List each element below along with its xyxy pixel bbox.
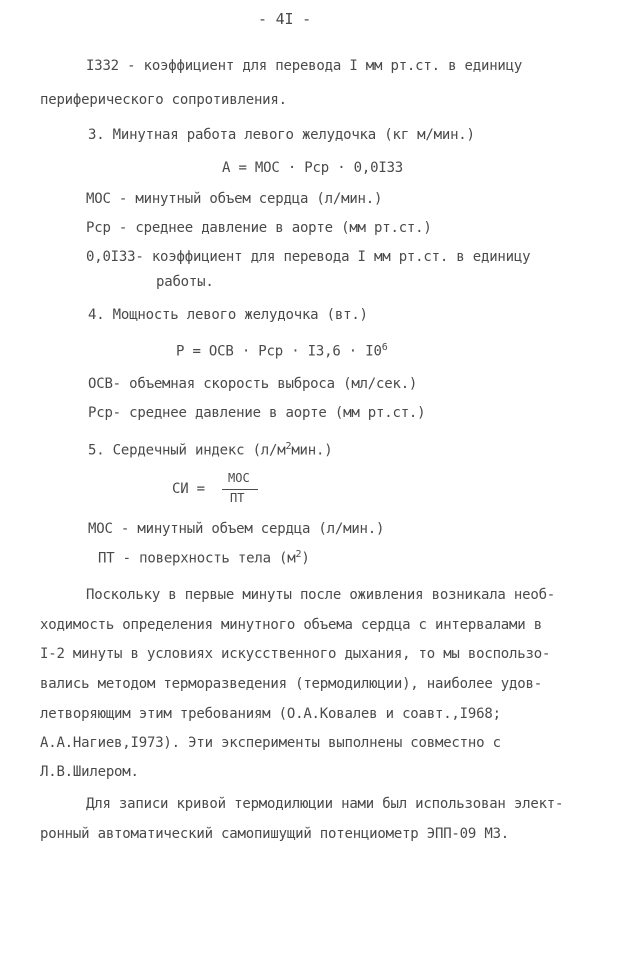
section-4-definition-2: Рср- среднее давление в аорте (мм рт.ст.)	[88, 405, 426, 421]
paragraph-1-line-4: вались методом терморазведения (термодилюции), наиболее удов-	[40, 676, 542, 692]
page-number: - 4I -	[258, 10, 311, 28]
section-4-heading: 4. Мощность левого желудочка (вт.)	[88, 307, 368, 323]
section-3-definition-3a: 0,0I33- коэффициент для перевода I мм рт.ст. в единицу	[86, 249, 531, 265]
coefficient-line-1: I332 - коэффициент для перевода I мм рт.ст. в единицу	[86, 58, 523, 74]
section-5-definition-2-sup: 2	[295, 549, 302, 560]
section-3-definition-3b: работы.	[156, 274, 214, 290]
section-4-formula-body: P = ОСВ · Рср · I3,6 · I0	[176, 343, 382, 360]
section-5-heading-a: 5. Сердечный индекс (л/м	[88, 442, 286, 459]
section-5-heading-sup: 2	[285, 441, 292, 452]
paragraph-1-line-7: Л.В.Шилером.	[40, 764, 139, 780]
coefficient-line-2: периферического сопротивления.	[40, 92, 287, 108]
section-5-definition-2a: ПТ - поверхность тела (м	[98, 550, 296, 567]
section-5-fraction	[222, 469, 342, 509]
section-5-heading	[88, 441, 332, 459]
paragraph-1-line-2: ходимость определения минутного объема сердца с интервалами в	[40, 617, 542, 633]
paragraph-1-line-1: Поскольку в первые минуты после оживления возникала необ-	[86, 587, 556, 603]
paragraph-2-line-1: Для записи кривой термодилюции нами был использован элект-	[86, 796, 564, 812]
section-5-definition-2b: )	[301, 550, 310, 567]
paragraph-2-line-2: ронный автоматический самопишущий потенциометр ЭПП-09 М3.	[40, 826, 510, 842]
paragraph-1-line-6: А.А.Нагиев,I973). Эти эксперименты выполнены совместно с	[40, 735, 501, 751]
fraction-numerator: МОС	[228, 471, 250, 485]
fraction-bar	[222, 489, 258, 490]
paragraph-1-line-5: летворяющим этим требованиям (О.А.Ковалев и соавт.,I968;	[40, 706, 501, 722]
section-3-formula: A = МОС · Рср · 0,0I33	[222, 160, 404, 176]
section-5-formula-left: СИ =	[172, 481, 205, 497]
section-5-definition-2	[98, 549, 310, 567]
section-4-formula-exponent: 6	[381, 342, 388, 353]
section-5-heading-b: мин.)	[291, 442, 333, 459]
fraction-denominator: ПТ	[230, 491, 245, 505]
section-5-definition-1: МОС - минутный объем сердца (л/мин.)	[88, 521, 385, 537]
section-4-definition-1: ОСВ- объемная скорость выброса (мл/сек.)	[88, 376, 418, 392]
paragraph-1-line-3: I-2 минуты в условиях искусственного дыхания, то мы воспользо-	[40, 646, 551, 662]
section-3-definition-2: Рср - среднее давление в аорте (мм рт.ст.)	[86, 220, 432, 236]
section-4-formula	[176, 342, 388, 360]
section-3-definition-1: МОС - минутный объем сердца (л/мин.)	[86, 191, 383, 207]
section-3-heading: 3. Минутная работа левого желудочка (кг м/мин.)	[88, 127, 475, 143]
